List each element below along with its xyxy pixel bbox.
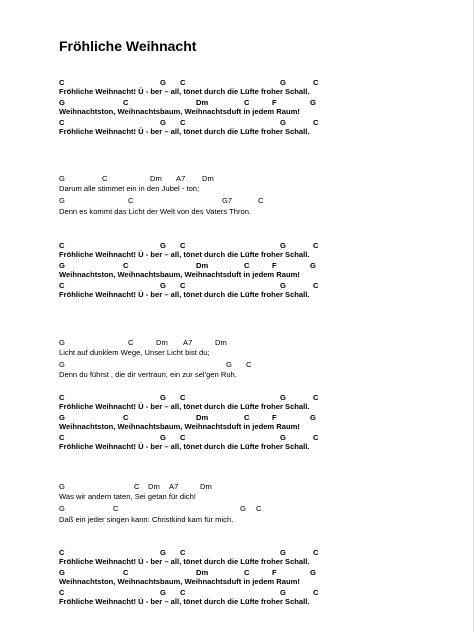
chord: C — [180, 118, 186, 127]
lyric-line: Denn es kommt das Licht der Welt von des Vaters Thron. — [59, 207, 252, 216]
chord: G — [280, 281, 286, 290]
chord: C — [313, 393, 319, 402]
chord: C — [59, 548, 65, 557]
chord: G — [280, 393, 286, 402]
chord: C — [113, 504, 119, 513]
chord: G — [226, 360, 232, 369]
chord: G — [160, 433, 166, 442]
chord: Dm — [196, 98, 209, 107]
chord: C — [59, 588, 65, 597]
chord: G — [59, 98, 65, 107]
chord: G — [310, 261, 316, 270]
chord: C — [313, 548, 319, 557]
chord: G — [160, 393, 166, 402]
chord: F — [272, 413, 277, 422]
chord: G — [280, 118, 286, 127]
chord: C — [244, 261, 250, 270]
chord: C — [180, 548, 186, 557]
chord: Dm — [215, 338, 227, 347]
chord: G — [160, 241, 166, 250]
chord: Dm — [196, 413, 209, 422]
chord: C — [180, 393, 186, 402]
chord: C — [59, 433, 65, 442]
chord: G — [160, 281, 166, 290]
lyric-line: Fröhliche Weihnacht! Ü - ber – all, tönet durch die Lüfte froher Schall. — [59, 87, 310, 96]
lyric-line: Weihnachtston, Weihnachtsbaum, Weihnachtsduft in jedem Raum! — [59, 577, 300, 586]
chord: F — [272, 568, 277, 577]
chord: C — [59, 281, 65, 290]
lyric-line: Weihnachtston, Weihnachtsbaum, Weihnachtsduft in jedem Raum! — [59, 270, 300, 279]
chord: Dm — [156, 338, 168, 347]
song-title: Fröhliche Weihnacht — [59, 38, 197, 54]
chord: Dm — [202, 174, 214, 183]
chord: G — [310, 413, 316, 422]
lyric-line: Licht auf dunklem Wege, Unser Licht bist du; — [59, 348, 210, 357]
chord: C — [180, 433, 186, 442]
chord: C — [128, 196, 134, 205]
chord: G — [160, 548, 166, 557]
chord: C — [123, 568, 129, 577]
chord: C — [180, 241, 186, 250]
chord: G — [59, 504, 65, 513]
chord: C — [123, 261, 129, 270]
chord: C — [123, 413, 129, 422]
lyric-line: Fröhliche Weihnacht! Ü - ber – all, tönet durch die Lüfte froher Schall. — [59, 597, 310, 606]
chord: C — [244, 98, 250, 107]
chord: C — [102, 174, 108, 183]
chord: Dm — [196, 568, 209, 577]
chord: C — [256, 504, 262, 513]
chord: C — [313, 241, 319, 250]
chord: C — [244, 568, 250, 577]
chord: C — [313, 118, 319, 127]
lyric-line: Fröhliche Weihnacht! Ü - ber – all, tönet durch die Lüfte froher Schall. — [59, 127, 310, 136]
lyric-line: Weihnachtston, Weihnachtsbaum, Weihnachtsduft in jedem Raum! — [59, 107, 300, 116]
lyric-line: Was wir andern taten, Sei getan für dich! — [59, 492, 196, 501]
lyric-line: Fröhliche Weihnacht! Ü - ber – all, tönet durch die Lüfte froher Schall. — [59, 442, 310, 451]
lyric-line: Weihnachtston, Weihnachtsbaum, Weihnachtsduft in jedem Raum! — [59, 422, 300, 431]
chord: C — [59, 78, 65, 87]
chord: F — [272, 261, 277, 270]
chord: C — [59, 393, 65, 402]
chord: C — [59, 241, 65, 250]
chord: G — [280, 548, 286, 557]
chord: F — [272, 98, 277, 107]
chord: C — [123, 98, 129, 107]
chord: A7 — [183, 338, 193, 347]
chord: Dm — [150, 174, 162, 183]
chord: G — [59, 174, 65, 183]
lyric-line: Denn du führst , die dir vertraun, ein zur sel'gen Ruh. — [59, 370, 237, 379]
chord: G — [280, 433, 286, 442]
chord: G — [59, 568, 65, 577]
lyric-line: Daß ein jeder singen kann: Christkind kam für mich. — [59, 515, 234, 524]
chord: C — [313, 78, 319, 87]
chord: G — [59, 196, 65, 205]
chord: G — [59, 413, 65, 422]
chord: C — [59, 118, 65, 127]
chord: C — [180, 281, 186, 290]
chord: C — [244, 413, 250, 422]
chord: G7 — [222, 196, 233, 205]
chord: C — [128, 338, 134, 347]
chord: G — [160, 118, 166, 127]
chord: G — [310, 568, 316, 577]
chord: A7 — [169, 482, 179, 491]
chord: G — [240, 504, 246, 513]
chord: G — [280, 78, 286, 87]
chord: G — [310, 98, 316, 107]
lyric-line: Fröhliche Weihnacht! Ü - ber – all, tönet durch die Lüfte froher Schall. — [59, 250, 310, 259]
chord: Dm — [196, 261, 209, 270]
lyric-line: Fröhliche Weihnacht! Ü - ber – all, tönet durch die Lüfte froher Schall. — [59, 557, 310, 566]
chord: C — [180, 78, 186, 87]
chord: Dm — [148, 482, 160, 491]
chord: C — [313, 588, 319, 597]
chord: G — [280, 241, 286, 250]
chord: G — [59, 261, 65, 270]
chord: G — [59, 338, 65, 347]
chord: C — [246, 360, 252, 369]
lyric-line: Darum alle stimmet ein in den Jubel - ton; — [59, 184, 200, 193]
chord: G — [59, 360, 65, 369]
chord: G — [160, 588, 166, 597]
chord: A7 — [176, 174, 186, 183]
chord: G — [59, 482, 65, 491]
lyric-line: Fröhliche Weihnacht! Ü - ber – all, tönet durch die Lüfte froher Schall. — [59, 290, 310, 299]
chord: C — [258, 196, 264, 205]
chord: Dm — [200, 482, 212, 491]
chord: C — [313, 281, 319, 290]
chord: C — [180, 588, 186, 597]
chord: G — [160, 78, 166, 87]
chord: C — [134, 482, 140, 491]
chord: G — [280, 588, 286, 597]
chord: C — [313, 433, 319, 442]
lyric-line: Fröhliche Weihnacht! Ü - ber – all, tönet durch die Lüfte froher Schall. — [59, 402, 310, 411]
